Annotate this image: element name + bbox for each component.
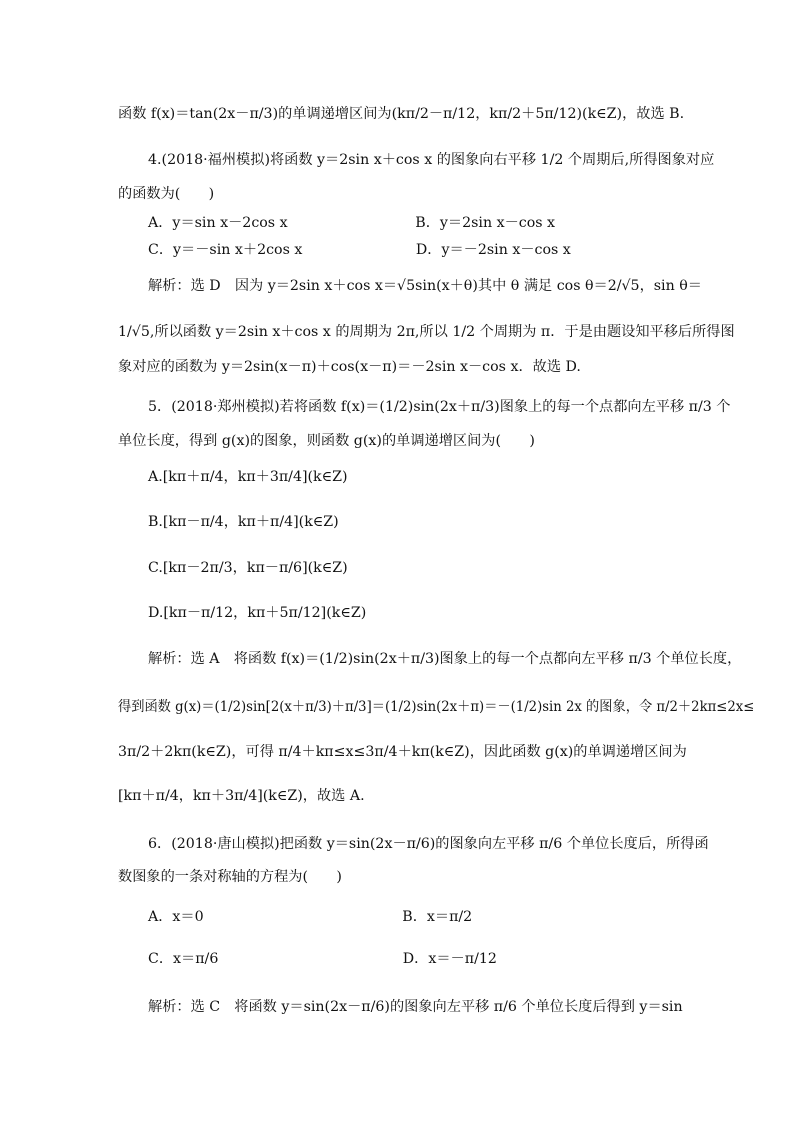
solution-5: 解析：选 A 将函数 f(x)＝(1/2)sin(2x＋π/3)图象上的每一个点都向左平移 π/3 个单位长度， [148, 651, 742, 667]
question-6-stem: 6．(2018·唐山模拟)把函数 y＝sin(2x－π/6)的图象向左平移 π/6 个单位长度后，所得函 [148, 836, 709, 852]
question-6-options-cd: C．x＝π/6 D．x＝－π/12 [148, 951, 497, 967]
question-4-stem: 4.(2018·福州模拟)将函数 y＝2sin x＋cos x 的图象向右平移 1/2 个周期后,所得图象对应 [148, 152, 715, 168]
question-5-option-a: A.[kπ＋π/4，kπ＋3π/4](k∈Z) [148, 469, 348, 485]
solution-5-cont: [kπ＋π/4，kπ＋3π/4](k∈Z)，故选 A. [118, 788, 365, 804]
question-4-options-ab: A．y＝sin x－2cos x B．y＝2sin x－cos x [148, 215, 556, 231]
solution-4: 解析：选 D 因为 y＝2sin x＋cos x＝√5sin(x＋θ)其中 θ 满足 cos θ＝2/√5，sin θ＝ [148, 278, 702, 294]
solution-4-cont: 1/√5,所以函数 y＝2sin x＋cos x 的周期为 2π,所以 1/2 个周期为 π．于是由题设知平移后所得图 [118, 324, 735, 340]
question-4-options-cd: C．y＝－sin x＋2cos x D．y＝－2sin x－cos x [148, 242, 571, 258]
question-6-options-ab: A．x＝0 B．x＝π/2 [148, 909, 473, 925]
question-4-stem-cont: 的函数为( ) [118, 186, 215, 202]
question-5-option-c: C.[kπ－2π/3，kπ－π/6](k∈Z) [148, 560, 348, 576]
question-5-stem-cont: 单位长度，得到 g(x)的图象，则函数 g(x)的单调递增区间为( ) [118, 433, 535, 449]
question-5-option-b: B.[kπ－π/4，kπ＋π/4](k∈Z) [148, 514, 339, 530]
solution-4-cont: 象对应的函数为 y＝2sin(x－π)＋cos(x－π)＝－2sin x－cos x．故选 D. [118, 359, 581, 375]
question-6-stem-cont: 数图象的一条对称轴的方程为( ) [118, 869, 342, 885]
solution-5-cont: 得到函数 g(x)＝(1/2)sin[2(x＋π/3)＋π/3]＝(1/2)sin(2x＋π)＝－(1/2)sin 2x 的图象，令 π/2＋2kπ≤2x≤ [118, 699, 755, 715]
text-line: 函数 f(x)＝tan(2x－π/3)的单调递增区间为(kπ/2－π/12，kπ/2＋5π/12)(k∈Z)，故选 B. [118, 106, 685, 122]
solution-6: 解析：选 C 将函数 y＝sin(2x－π/6)的图象向左平移 π/6 个单位长度后得到 y＝sin [148, 999, 683, 1015]
question-5-stem: 5．(2018·郑州模拟)若将函数 f(x)＝(1/2)sin(2x＋π/3)图象上的每一个点都向左平移 π/3 个 [148, 399, 731, 415]
question-5-option-d: D.[kπ－π/12，kπ＋5π/12](k∈Z) [148, 605, 367, 621]
solution-5-cont: 3π/2＋2kπ(k∈Z)，可得 π/4＋kπ≤x≤3π/4＋kπ(k∈Z)，因此函数 g(x)的单调递增区间为 [118, 744, 687, 760]
